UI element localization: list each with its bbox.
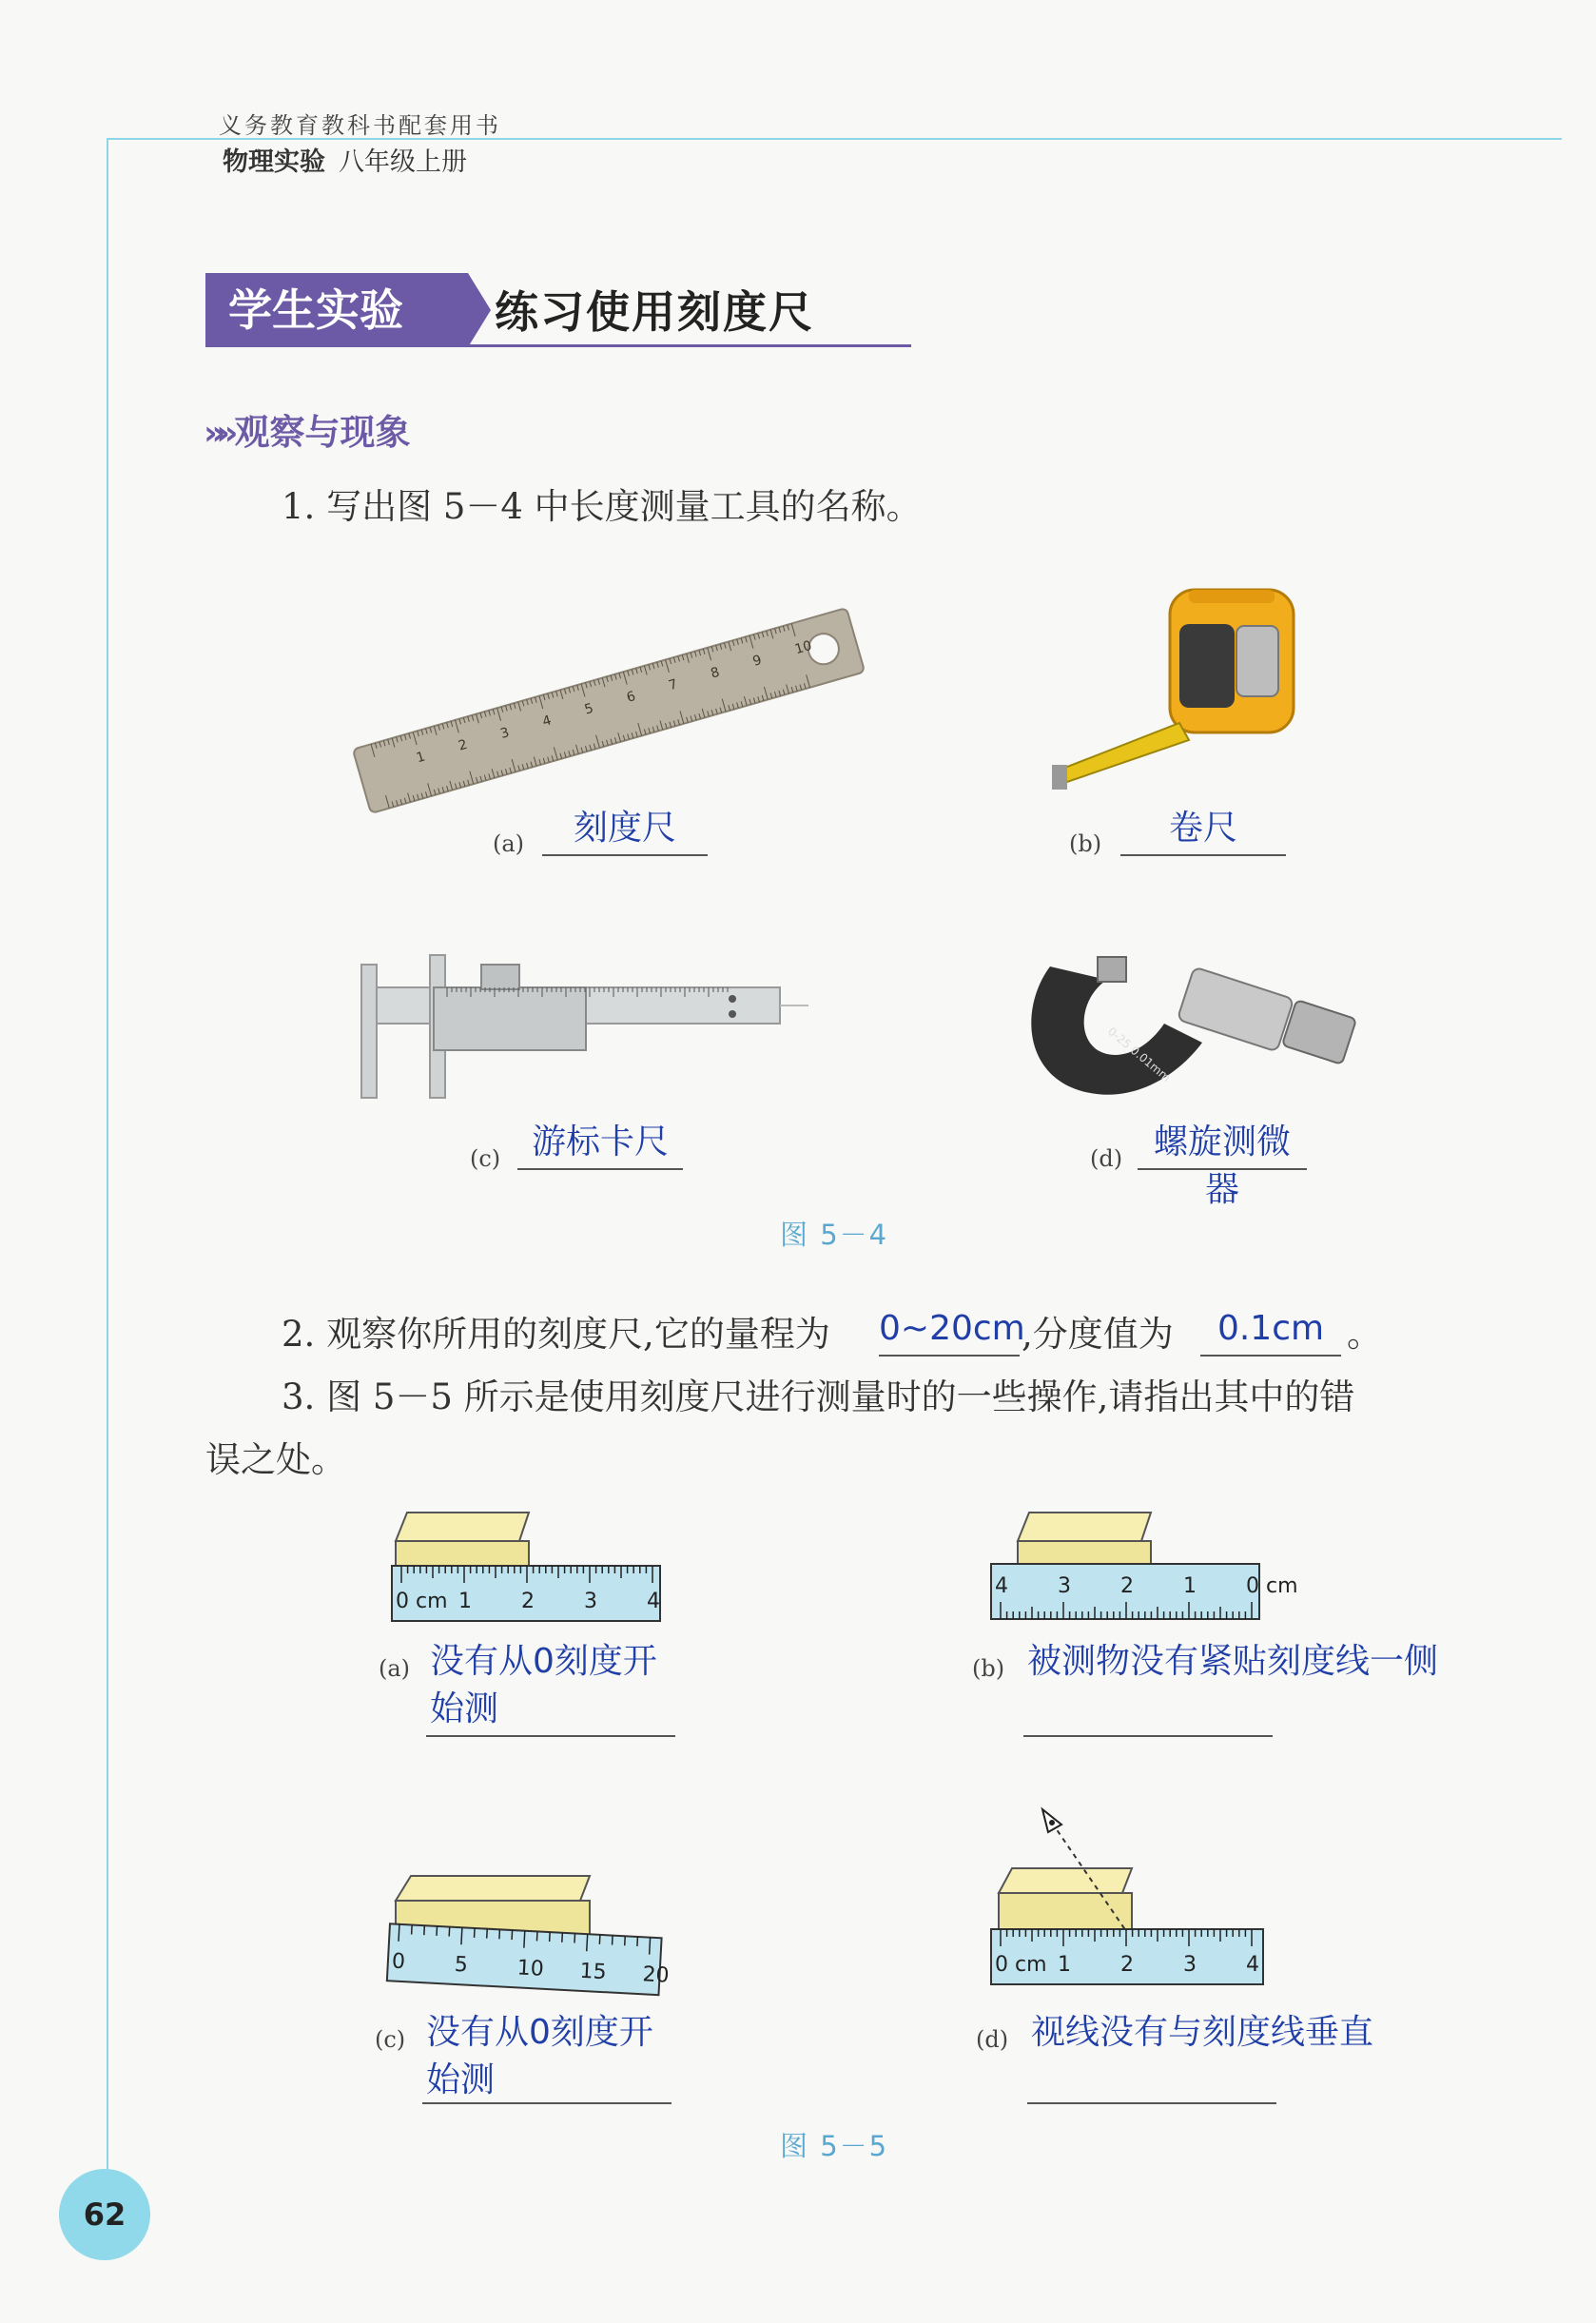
ruler-tick (449, 1927, 450, 1937)
question-1: 1. 写出图 5－4 中长度测量工具的名称。 (282, 486, 922, 527)
ruler-tick (637, 1937, 638, 1946)
experiment-tag: 学生实验 (205, 273, 468, 347)
page-number: 62 (59, 2169, 150, 2260)
answer-q2-division: 0.1cm (1200, 1305, 1341, 1357)
ruler-label: 1 (458, 1590, 472, 1613)
header-book-grade: 八年级上册 (339, 147, 467, 177)
caption-q3-c: (c) (375, 2026, 406, 2053)
steel-ruler-number: 7 (667, 676, 680, 694)
steel-ruler-image (342, 620, 875, 801)
ruler-tick (562, 1933, 563, 1942)
steel-ruler-number: 10 (792, 637, 814, 658)
caption-q3-d: (d) (976, 2026, 1009, 2053)
ruler-label: 4 (995, 1574, 1008, 1598)
caption-q3-b: (b) (972, 1655, 1005, 1682)
ruler-tick (512, 1930, 513, 1940)
ruler-tick (524, 1931, 525, 1948)
ruler-tick (461, 1927, 462, 1944)
ruler-tick (499, 1929, 500, 1939)
answer-q2-range: 0~20cm (879, 1305, 1020, 1357)
answer-q3-c: 没有从0刻度开始测 (426, 2013, 653, 2099)
experiment-tag-arrow (468, 273, 491, 347)
ruler-label: 4 (647, 1590, 660, 1613)
steel-ruler-number: 8 (709, 664, 722, 682)
question-3-line2: 误之处。 (205, 1439, 346, 1480)
section-label: 观察与现象 (234, 412, 411, 453)
steel-ruler-number: 1 (414, 749, 427, 767)
answer-line-q3-b (1023, 1735, 1273, 1737)
q2-middle: ,分度值为 (1022, 1314, 1174, 1355)
ruler-tick (550, 1932, 551, 1942)
ruler-tick (574, 1933, 575, 1942)
ruler-label: 2 (521, 1590, 535, 1613)
tape-measure-image (1046, 571, 1332, 799)
ruler-label: 1 (1058, 1953, 1071, 1977)
steel-ruler-number: 2 (457, 736, 470, 754)
caption-q1-b: (b) (1069, 830, 1102, 857)
question-3-line1: 3. 图 5－5 所示是使用刻度尺进行测量时的一些操作,请指出其中的错 (282, 1376, 1355, 1417)
ruler-diagram-c (386, 1874, 671, 2001)
answer-q3-d: 视线没有与刻度线垂直 (1031, 2013, 1374, 2052)
header-book (223, 141, 478, 178)
answer-q3-b: 被测物没有紧贴刻度线一侧 (1027, 1642, 1439, 1681)
ruler-tick (587, 1934, 588, 1951)
ruler-tick (650, 1938, 651, 1955)
double-chevron-icon: »» (204, 414, 229, 453)
ruler-label: 20 (641, 1962, 671, 1988)
ruler-label: 0 cm (1246, 1574, 1298, 1598)
figure-5-4-label: 图 5－4 (780, 1219, 889, 1251)
eye-icon (1042, 1809, 1061, 1832)
ruler-tick (536, 1931, 537, 1941)
title-underline (205, 344, 911, 347)
answer-line-q3-d (1027, 2102, 1276, 2104)
section-heading (204, 403, 411, 455)
page-title: 练习使用刻度尺 (495, 286, 814, 338)
header-book-title: 物理实验 (223, 147, 325, 177)
header-series: 义务教育教科书配套用书 (219, 112, 501, 139)
micrometer-image (1012, 928, 1392, 1119)
caption-q1-a: (a) (493, 830, 525, 857)
ruler-diagram-a (390, 1507, 666, 1630)
ruler-label: 10 (516, 1956, 545, 1981)
ruler-tick (437, 1926, 438, 1936)
caption-q3-a: (a) (379, 1655, 411, 1682)
steel-ruler-number: 5 (582, 700, 595, 718)
ruler-tick (599, 1935, 600, 1944)
q2-prefix: 2. 观察你所用的刻度尺,它的量程为 (282, 1314, 830, 1355)
answer-q3-a: 没有从0刻度开始测 (430, 1642, 657, 1728)
q2-suffix: 。 (1347, 1314, 1382, 1355)
caption-q1-d: (d) (1090, 1145, 1123, 1172)
ruler-label: 4 (1246, 1953, 1259, 1977)
ruler-label: 1 (1183, 1574, 1197, 1598)
ruler-label: 3 (1183, 1953, 1197, 1977)
ruler-label: 2 (1120, 1574, 1134, 1598)
micrometer-label: 0-25 0.01mm (1105, 1025, 1174, 1084)
ruler-label: 3 (1058, 1574, 1071, 1598)
answer-q1-d: 螺旋测微器 (1138, 1119, 1307, 1170)
ruler-diagram-b (989, 1507, 1298, 1630)
ruler-label: 0 cm (396, 1590, 448, 1613)
ruler-label: 0 (391, 1949, 406, 1975)
steel-ruler-number: 6 (625, 689, 637, 706)
ruler-tick (487, 1929, 488, 1939)
vernier-caliper-image (342, 946, 818, 1107)
steel-ruler-number: 3 (498, 725, 512, 742)
caption-q1-c: (c) (470, 1145, 501, 1172)
ruler-label: 15 (578, 1959, 608, 1985)
ruler-label: 0 cm (995, 1953, 1047, 1977)
ruler-label: 3 (584, 1590, 597, 1613)
ruler-tick (625, 1936, 626, 1945)
steel-ruler-number: 4 (540, 713, 554, 731)
answer-line-q3-c (422, 2102, 671, 2104)
answer-line-q3-a (426, 1735, 675, 1737)
steel-ruler-number: 9 (750, 653, 764, 670)
ruler-diagram-d (989, 1807, 1275, 1998)
ruler-label: 2 (1120, 1953, 1134, 1977)
answer-q1-b: 卷尺 (1120, 805, 1286, 856)
ruler-tick (412, 1925, 413, 1935)
ruler-label: 5 (454, 1952, 469, 1978)
answer-q1-c: 游标卡尺 (517, 1119, 683, 1170)
question-2 (282, 1303, 830, 1366)
answer-q1-a: 刻度尺 (542, 805, 708, 856)
ruler-tick (424, 1925, 425, 1935)
margin-line (107, 138, 108, 2183)
figure-5-5-label: 图 5－5 (780, 2130, 889, 2162)
ruler-tick (475, 1928, 476, 1938)
